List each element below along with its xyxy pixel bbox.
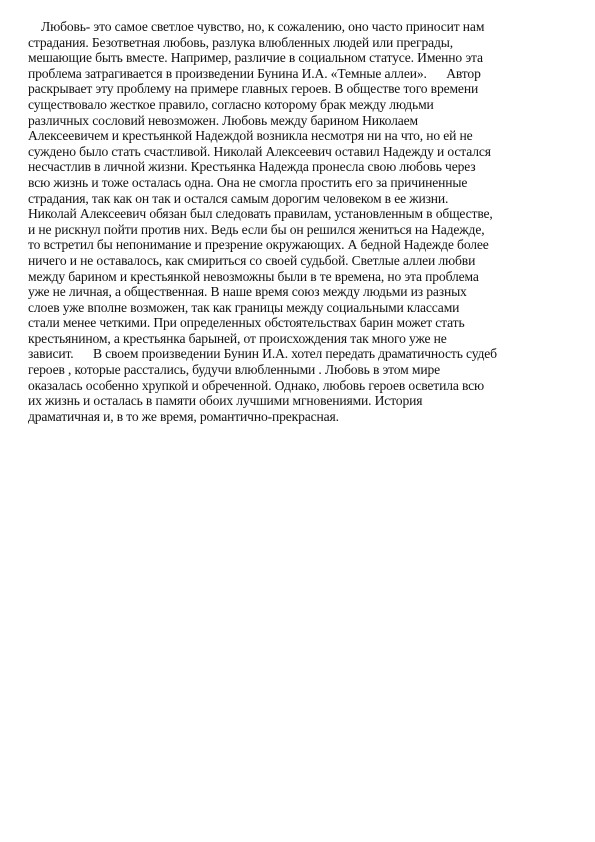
essay-line: стали менее четкими. При определенных обстоятельствах барин может стать [28, 315, 465, 331]
essay-line: Алексеевичем и крестьянкой Надеждой возникла несмотря ни на что, но ей не [28, 128, 473, 144]
essay-line: крестьянином, а крестьянка барыней, от происхождения так много уже не [28, 330, 447, 346]
essay-line: и не рискнул пойти против них. Ведь если бы он решился жениться на Надежде, [28, 221, 485, 237]
essay-line: мешающие быть вместе. Например, различие в социальном статусе. Именно эта [28, 50, 483, 66]
essay-line: раскрывает эту проблему на примере главных героев. В обществе того времени [28, 81, 479, 97]
essay-line: страдания, так как он так и остался самым дорогим человеком в ее жизни. [28, 190, 449, 206]
essay-line: драматичная и, в то же время, романтично-прекрасная. [28, 408, 339, 424]
essay-line: то встретил бы непонимание и презрение окружающих. А бедной Надежде более [28, 237, 489, 253]
essay-text [28, 19, 564, 424]
essay-line: ничего и не оставалось, как смириться со своей судьбой. Светлые аллеи любви [28, 252, 476, 268]
essay-line: различных сословий невозможен. Любовь между барином Николаем [28, 112, 418, 128]
essay-line: зависит. В своем произведении Бунин И.А. хотел передать драматичность судеб [28, 346, 497, 362]
essay-line: слоев уже вполне возможен, так как границы между социальными классами [28, 299, 460, 315]
essay-line: Любовь- это самое светлое чувство, но, к сожалению, оно часто приносит нам [28, 19, 485, 34]
essay-line: суждено было стать счастливой. Николай Алексеевич оставил Надежду и остался [28, 143, 491, 159]
essay-line: несчастлив в личной жизни. Крестьянка Надежда пронесла свою любовь через [28, 159, 476, 175]
essay-line: существовало жесткое правило, согласно которому брак между людьми [28, 96, 434, 112]
essay-line: проблема затрагивается в произведении Бунина И.А. «Темные аллеи». Автор [28, 65, 481, 81]
essay-line: Николай Алексеевич обязан был следовать правилам, установленным в обществе, [28, 206, 493, 222]
essay-line: оказалась особенно хрупкой и обреченной. Однако, любовь героев осветила всю [28, 377, 485, 393]
essay-line: всю жизнь и тоже осталась одна. Она не смогла простить его за причиненные [28, 174, 468, 190]
essay-line: между барином и крестьянкой невозможны были в те времена, но эта проблема [28, 268, 479, 284]
essay-line: героев , которые расстались, будучи влюбленными . Любовь в этом мире [28, 362, 440, 378]
essay-line: их жизнь и осталась в памяти обоих лучшими мгновениями. История [28, 393, 423, 409]
essay-line: уже не личная, а общественная. В наше время союз между людьми из разных [28, 284, 467, 300]
essay-line: страдания. Безответная любовь, разлука влюбленных людей или преграды, [28, 34, 453, 50]
